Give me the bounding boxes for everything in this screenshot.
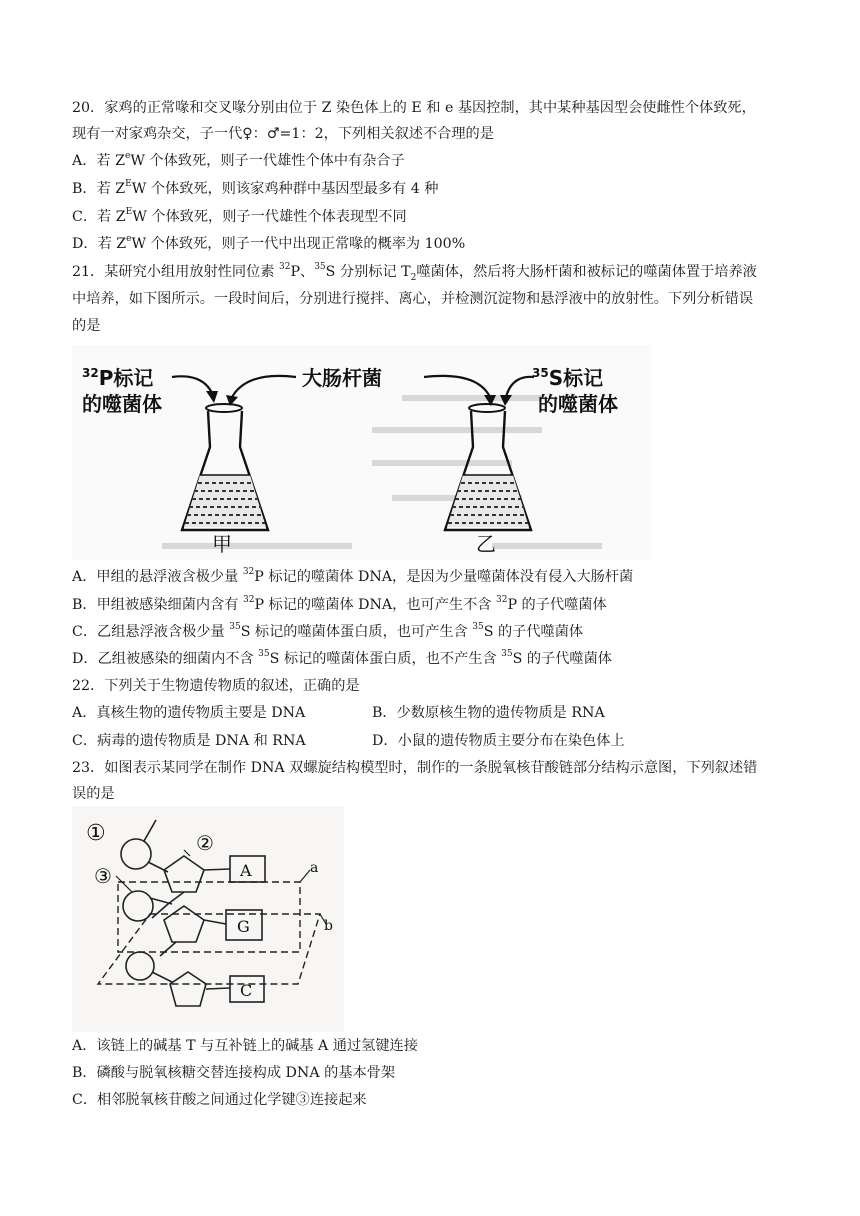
q21-option-b: B．甲组被感染细菌内含有 $^{32}$P 标记的噬菌体 DNA，也可产生不含 $^{32}$P 的子代噬菌体 (72, 595, 607, 613)
q21-option-d: D．乙组被感染的细菌内不含 $^{35}$S 标记的噬菌体蛋白质，也不产生含 $^{35}$S 的子代噬菌体 (72, 649, 612, 667)
q20-option-b: B．若 $Z^EW$ 个体致死，则该家鸡种群中基因型最多有 4 种 (72, 179, 439, 197)
base-c: C (240, 981, 253, 1000)
q23-option-a: A．该链上的碱基 T 与互补链上的碱基 A 通过氢键连接 (72, 1038, 418, 1054)
q21-stem-line3: 的是 (72, 318, 101, 334)
p32-label-line1: $^{32}$P标记 (82, 366, 154, 390)
q23-option-c: C．相邻脱氧核苷酸之间通过化学键③连接起来 (72, 1092, 367, 1108)
q20-stem-line2: 现有一对家鸡杂交，子一代♀：♂=1：2，下列相关叙述不合理的是 (72, 126, 494, 142)
q20-option-d: D．若 $Z^eW$ 个体致死，则子一代中出现正常喙的概率为 100% (72, 234, 466, 252)
q23-stem-line1: 23．如图表示某同学在制作 DNA 双螺旋结构模型时，制作的一条脱氧核苷酸链部分结构示意图，下列叙述错 (72, 760, 758, 776)
mark-2: ② (196, 831, 214, 855)
s35-label-line2: 的噬菌体 (538, 392, 618, 416)
q22-stem: 22．下列关于生物遗传物质的叙述，正确的是 (72, 678, 360, 694)
q21-stem-line2: 中培养，如下图所示。一段时间后，分别进行搅拌、离心，并检测沉淀物和悬浮液中的放射性。下列分析错误 (72, 291, 754, 307)
p32-label-line2: 的噬菌体 (82, 392, 162, 416)
flask-jia-label: 甲 (212, 532, 232, 556)
label-a: a (310, 860, 319, 876)
dna-strand-figure (72, 806, 344, 1032)
base-a: A (240, 861, 252, 880)
mark-3: ③ (94, 864, 112, 888)
q21-stem-line1: 21．某研究小组用放射性同位素 $^{32}$P、$^{35}$S 分别标记 $T_2$噬菌体，然后将大肠杆菌和被标记的噬菌体置于培养液 (72, 262, 757, 283)
q20-option-a: A．若 $Z^eW$ 个体致死，则子一代雄性个体中有杂合子 (72, 151, 405, 169)
q21-option-a: A．甲组的悬浮液含极少量 $^{32}$P 标记的噬菌体 DNA，是因为少量噬菌体没有侵入大肠杆菌 (72, 567, 634, 585)
q22-option-b: B．少数原核生物的遗传物质是 RNA (372, 705, 605, 721)
ecoli-label: 大肠杆菌 (302, 366, 382, 390)
q22-option-d: D．小鼠的遗传物质主要分布在染色体上 (372, 733, 625, 749)
q20-option-c: C．若 $Z^EW$ 个体致死，则子一代雄性个体表现型不同 (72, 207, 407, 225)
q23-option-b: B．磷酸与脱氧核糖交替连接构成 DNA 的基本骨架 (72, 1065, 396, 1081)
base-g: G (237, 917, 250, 936)
flask-yi-label: 乙 (476, 532, 496, 556)
s35-label-line1: $^{35}$S标记 (532, 366, 604, 390)
q20-stem-line1: 20．家鸡的正常喙和交叉喙分别由位于 Z 染色体上的 E 和 e 基因控制，其中某种基因型会使雌性个体致死， (72, 100, 756, 116)
mark-1: ① (86, 821, 106, 846)
q22-option-c: C．病毒的遗传物质是 DNA 和 RNA (72, 733, 306, 749)
phage-experiment-figure (72, 345, 652, 560)
q23-stem-line2: 误的是 (72, 786, 115, 802)
label-b: b (324, 918, 333, 934)
q21-option-c: C．乙组悬浮液含极少量 $^{35}$S 标记的噬菌体蛋白质，也可产生含 $^{35}$S 的子代噬菌体 (72, 622, 584, 640)
q22-option-a: A．真核生物的遗传物质主要是 DNA (72, 705, 306, 721)
